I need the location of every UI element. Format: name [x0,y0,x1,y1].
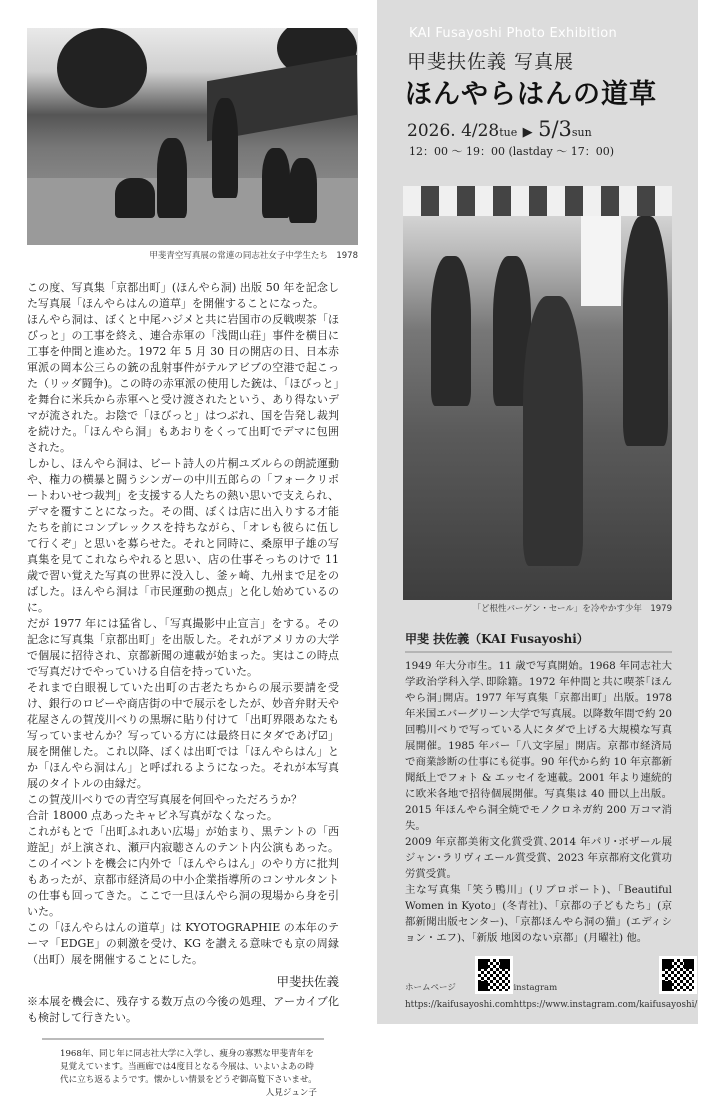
photo-figure [262,148,290,218]
photo-figure [157,138,187,218]
paragraph: ほんやら洞は、ぼくと中尾ハジメと共に岩国市の反戦喫茶「ほびっと」の工事を終え、連合赤軍の「浅間山荘」事件を横目に工事を仲間と進めた。1972 年 5 月 30 日の開店の日、日本赤軍派の岡本公三らの銃の乱射事件がテルアビブの空港で起こった（リッダ闘争)。この時の赤軍派の使用した銃は、「ほびっと」を舞台に米兵から赤軍へと受け渡されたという、あり得ないデマが流された。お陰で「ほびっと」はつぶれ、国を告発し裁判を続けた。「ほんやら洞」もあおりをくって出町でデマに包囲された。 [27,313,339,454]
homepage-link-block [405,956,513,1012]
homepage-qr-code[interactable] [475,956,513,994]
paragraph: この度、写真集「京都出町」(ほんやら洞) 出版 50 年を記念した写真展「ほんやらはんの道草」を開催することになった。 [27,281,339,310]
links [405,956,698,1012]
paragraph: しかし、ほんやら洞は、ビート詩人の片桐ユズルらの朗読運動や、権力の横暴と闘うシンガーの中川五郎らの「フォークリポートわいせつ裁判」を支援する人たちの熱い思いで支えられ、デマを覆すことになった。その間、ぼくは店に出入りする才能たちを前にコンプレックスを持ちながら、「オレも彼らに伍して行くぞ」と思いを募らせた。それと同時に、桑原甲子雄の写真集を見てこれならやれると思い、店の仕事そっちのけで 11 歳で習い覚えた写真の世界に没入し、釜ヶ崎、九州まで足をのばした。ほんやら洞は「市民運動の拠点」と化し始めているのに。 [27,457,339,614]
right-photo-caption: 「ど根性バーゲン・セール」を冷やかす少年 1979 [472,604,672,614]
opening-hours: 12：00 〜 19：00 (lastday 〜 17：00) [409,145,615,158]
bio-text [405,658,672,946]
exhibition-title-jp: 甲斐扶佐義 写真展 [407,51,575,73]
photo-sign [581,216,621,306]
photo-figure [431,256,471,406]
paragraph: 合計 18000 点あったキャビネ写真がなくなった。 [27,809,278,822]
date-end-day: sun [571,126,592,139]
paragraph: この賀茂川べりでの青空写真展を何回やっただろうか？ [27,793,302,806]
bio-name: 甲斐 扶佐義（KAI Fusayoshi） [405,632,589,646]
photo-figure [212,98,238,198]
essay [27,280,339,1026]
essay-body [27,280,339,968]
left-column [27,280,339,1100]
photo-figure [289,158,317,223]
instagram-qr-code[interactable] [659,956,697,994]
gallery-note-author: 人見ジュン子 [265,1088,317,1098]
paragraph: だが 1977 年には猛省し、「写真撮影中止宣言」をする。その記念に写真集「京都出町」を出版した。それがアメリカの大学で個展に招待され、京都新聞の連載が始まった。実はこの時点で写真だけでやっていける自信を持っていた。 [27,617,339,678]
essay-signature: 甲斐扶佐義 [276,974,339,989]
right-column [405,630,698,1012]
divider [42,1038,324,1040]
homepage-link[interactable]: https://kaifusayoshi.com [405,1000,514,1010]
instagram-link[interactable]: https://www.instagram.com/kaifusayoshi/ [513,1000,698,1010]
exhibition-title-en: KAI Fusayoshi Photo Exhibition [409,26,618,41]
photo-boy [523,296,583,566]
divider [405,651,672,653]
left-photo-caption: 甲斐青空写真展の常連の同志社女子中学生たち 1978 [149,251,358,261]
paragraph: 主な写真集「笑う鴨川」(リブロポート)、「Beautiful Women in Kyoto」(冬青社)、「京都の子どもたち」(京都新聞出版センター)、「京都ほんやら洞の猫」(エディション・エフ)、「新版 地図のない京都」(月曜社) 他。 [405,884,672,944]
photo-tent-stripes [403,186,672,216]
instagram-label: instagram [513,983,558,993]
paragraph: これがもとで「出町ふれあい広場」が始まり、黒テントの「西遊記」が上演され、瀬戸内寂聴さんのテント内公演もあった。このイベントを機会に内外で「ほんやらはん」のやり方に批判もあったが、京都市経済局の中小企業指導所のコンサルタントの仕事も回ってきた。ここで一旦ほんやら洞の現場から身を引いた。 [27,825,339,918]
date-start-day: tue [499,126,518,139]
arrow-icon: ▶ [522,125,533,140]
date-start: 2026. 4/28 [407,121,500,141]
date-end: 5/3 [538,117,572,141]
gallery-note [60,1048,317,1100]
instagram-link-block [513,956,697,1012]
photo-figure [115,178,155,218]
paragraph: 2009 年京都美術文化賞受賞､2014 年パリ･ボザール展ジャン･ラリヴィエール賞受賞、2023 年京都府文化賞功労賞受賞。 [405,836,672,880]
paragraph: 1949 年大分市生。11 歳で写真開始。1968 年同志社大学政治学科入学､即除籍。1972 年仲間と共に喫茶｢ほんやら洞｣開店。1977 年写真集「京都出町」出版。1978 年米国エバーグリーン大学で写真展。以降数年間で約 20 回鴨川べりで写っている人にタダで上げる大規模な写真展開催。1985 年バー「八文字屋」開店。京都市経済局で商業診断の仕事にも従事。90 年代から約 10 年京都新聞紙上でフォト & エッセイを連載。2001 年より連続的に欧米各地で招待個展開催。写真集は 40 冊以上出版。2015 年ほんやら洞全焼でモノクロネガ約 200 万コマ消失。 [405,660,672,832]
photo-figure [623,216,668,446]
paragraph: それまで白眼視していた出町の古老たちからの展示要請を受け、銀行のロビーや商店街の中で展示をしたが、妙音弁財天や花屋さんの賀茂川べりの黒塀に貼り付けて「出町界隈あなたも写っていませんか？写っている方には最終日にタダであげ☑」展を開催した。これ以降、ぼくは出町では「ほんやらはん」とか「ほんやら洞はん」と呼ばれるようになった。それが本写真展のタイトルの由縁だ。 [27,681,339,790]
essay-postscript: ※本展を機会に、残存する数万点の今後の処理、アーカイブ化も検討して行きたい。 [27,995,339,1024]
photo-boy-bargain-sale-1979 [403,186,672,600]
photo-schoolgirls-1978 [27,28,358,245]
gallery-note-text: 1968年、同じ年に同志社大学に入学し、痩身の寡黙な甲斐青年を見覚えています。当画廊では4度目となる今展は、いよいよあの時代に立ち返るようです。懐かしい情景をどうぞ御高覧下さいませ。 [60,1049,317,1085]
homepage-label: ホームページ [405,983,456,993]
paragraph: この「ほんやらはんの道草」は KYOTOGRAPHIE の本年のテーマ「EDGE」の刺激を受け、KG を讃える意味でも京の周縁（出町）展を開催することにした。 [27,921,339,966]
photo-tree [57,28,147,108]
exhibition-main-title: ほんやらはんの道草 [405,79,657,110]
exhibition-dates [407,117,592,145]
